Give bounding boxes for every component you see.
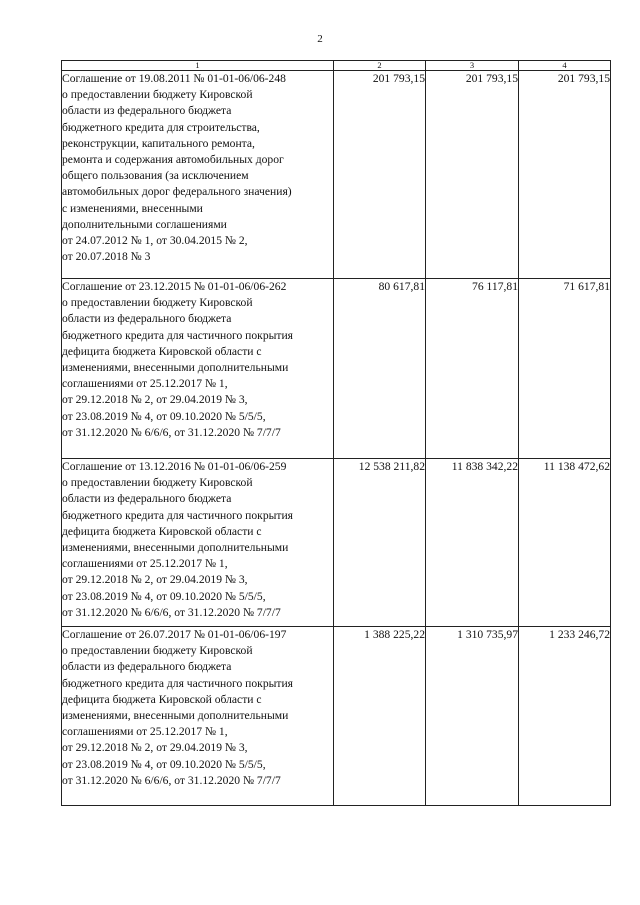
amount-col-4: 11 138 472,62 [519,459,611,627]
description-line: изменениями, внесенными дополнительными [62,361,289,375]
description-line: от 24.07.2012 № 1, от 30.04.2015 № 2, [62,234,248,248]
amount-col-2: 1 388 225,22 [334,627,426,806]
amount-col-3: 201 793,15 [426,71,519,279]
amount-col-3: 1 310 735,97 [426,627,519,806]
amount-col-2: 201 793,15 [334,71,426,279]
description-line: о предоставлении бюджету Кировской [62,644,253,658]
description-line: автомобильных дорог федерального значения) [62,185,292,199]
description-line: от 29.12.2018 № 2, от 29.04.2019 № 3, [62,393,248,407]
amount-col-2: 12 538 211,82 [334,459,426,627]
column-header-4: 4 [519,61,611,71]
loan-agreements-table [61,60,611,806]
description-line: дефицита бюджета Кировской области с [62,692,262,706]
description-line: Соглашение от 23.12.2015 № 01-01-06/06-262 [62,280,287,293]
description-line: о предоставлении бюджету Кировской [62,88,253,102]
amount-col-4: 201 793,15 [519,71,611,279]
column-header-1: 1 [62,61,334,71]
description-line: изменениями, внесенными дополнительными [62,541,289,555]
amount-col-2: 80 617,81 [334,279,426,459]
description-line: Соглашение от 19.08.2011 № 01-01-06/06-248 [62,72,286,85]
description-line: с изменениями, внесенными [62,201,203,215]
description-line: области из федерального бюджета [62,492,232,506]
agreement-description [62,627,334,806]
description-line: Соглашение от 13.12.2016 № 01-01-06/06-259 [62,460,287,473]
agreement-description [62,459,334,627]
description-line: от 23.08.2019 № 4, от 09.10.2020 № 5/5/5, [62,409,266,423]
description-line: от 31.12.2020 № 6/6/6, от 31.12.2020 № 7/7/7 [62,605,281,619]
description-line: дефицита бюджета Кировской области с [62,524,262,538]
column-header-2: 2 [334,61,426,71]
table-row [62,459,611,627]
description-line: от 23.08.2019 № 4, от 09.10.2020 № 5/5/5, [62,589,266,603]
table-row [62,71,611,279]
table-row [62,627,611,806]
description-line: Соглашение от 26.07.2017 № 01-01-06/06-197 [62,628,287,641]
agreement-description [62,279,334,459]
description-line: бюджетного кредита для строительства, [62,120,260,134]
description-line: от 31.12.2020 № 6/6/6, от 31.12.2020 № 7/7/7 [62,425,281,439]
description-line: от 31.12.2020 № 6/6/6, от 31.12.2020 № 7/7/7 [62,773,281,787]
table-header-row [62,61,611,71]
description-line: от 29.12.2018 № 2, от 29.04.2019 № 3, [62,573,248,587]
description-line: соглашениями от 25.12.2017 № 1, [62,725,228,739]
agreement-description [62,71,334,279]
amount-col-3: 11 838 342,22 [426,459,519,627]
column-header-3: 3 [426,61,519,71]
description-line: от 20.07.2018 № 3 [62,250,151,264]
amount-col-3: 76 117,81 [426,279,519,459]
description-line: ремонта и содержания автомобильных дорог [62,153,284,167]
description-line: бюджетного кредита для частичного покрытия [62,508,294,522]
table-row [62,279,611,459]
description-line: области из федерального бюджета [62,104,232,118]
description-line: соглашениями от 25.12.2017 № 1, [62,557,228,571]
description-line: о предоставлении бюджету Кировской [62,476,253,490]
description-line: дополнительными соглашениями [62,217,227,231]
description-line: реконструкции, капитального ремонта, [62,136,255,150]
description-line: о предоставлении бюджету Кировской [62,296,253,310]
description-line: области из федерального бюджета [62,312,232,326]
description-line: области из федерального бюджета [62,660,232,674]
description-line: от 23.08.2019 № 4, от 09.10.2020 № 5/5/5, [62,757,266,771]
amount-col-4: 1 233 246,72 [519,627,611,806]
description-line: соглашениями от 25.12.2017 № 1, [62,377,228,391]
description-line: бюджетного кредита для частичного покрытия [62,676,294,690]
description-line: изменениями, внесенными дополнительными [62,709,289,723]
description-line: общего пользования (за исключением [62,169,249,183]
page-number: 2 [317,33,323,45]
amount-col-4: 71 617,81 [519,279,611,459]
description-line: дефицита бюджета Кировской области с [62,344,262,358]
description-line: от 29.12.2018 № 2, от 29.04.2019 № 3, [62,741,248,755]
description-line: бюджетного кредита для частичного покрытия [62,328,294,342]
